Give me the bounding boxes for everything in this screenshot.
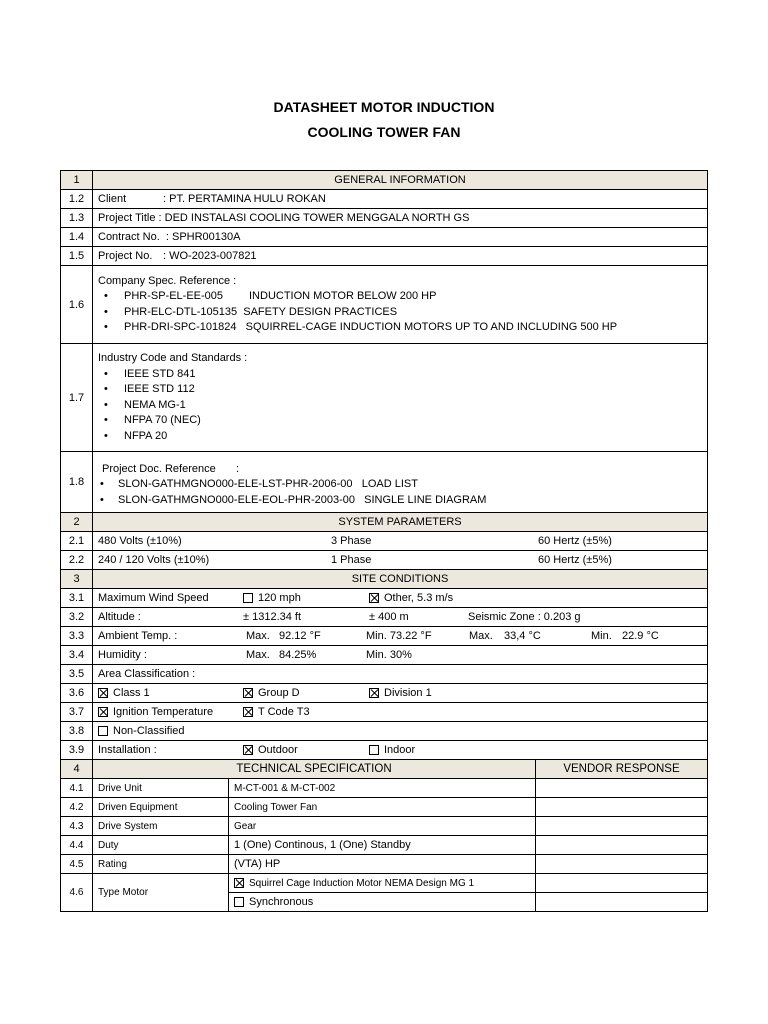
project-title-label: Project Title (98, 212, 156, 224)
wind-option-label: 120 mph (258, 592, 301, 604)
row-system-param (61, 532, 708, 551)
ambient-temp-label: Ambient Temp. : (98, 630, 178, 642)
project-docs-heading: Project Doc. Reference (102, 462, 216, 475)
row-number: 4.6 (61, 874, 93, 912)
company-spec-heading: Company Spec. Reference : (98, 274, 237, 287)
industry-code: IEEE STD 112 (124, 383, 195, 395)
spec-label: Drive Unit (93, 779, 229, 798)
row-number: 4.3 (61, 817, 93, 836)
humidity-max: Max. 84.25% (246, 649, 317, 661)
spec-value: Cooling Tower Fan (229, 798, 536, 817)
spec-value: M-CT-001 & M-CT-002 (229, 779, 536, 798)
row-class (61, 684, 708, 703)
row-ambient-temp (61, 627, 708, 646)
client-label: Client (98, 193, 127, 205)
checkbox-checked[interactable] (98, 688, 108, 698)
wind-speed-label: Maximum Wind Speed (98, 592, 209, 604)
row-number: 1.4 (61, 228, 93, 247)
row-ignition (61, 703, 708, 722)
spec-desc: SQUIRREL-CAGE INDUCTION MOTORS UP TO AND INCLUDING 500 HP (245, 321, 618, 333)
section-number: 4 (61, 760, 93, 779)
row-number: 3.9 (61, 741, 93, 760)
contract-value: : SPHR00130A (165, 231, 241, 243)
section-title: TECHNICAL SPECIFICATION (93, 760, 536, 779)
company-spec-item: • PHR-DRI-SPC-101824 SQUIRREL-CAGE INDUCTION MOTORS UP TO AND INCLUDING 500 HP (104, 321, 618, 333)
motor-type-option: Squirrel Cage Induction Motor NEMA Design MG 1 (249, 877, 475, 889)
row-number: 3.2 (61, 608, 93, 627)
row-number: 4.5 (61, 855, 93, 874)
spec-value: Gear (229, 817, 536, 836)
industry-code: NFPA 70 (NEC) (124, 414, 201, 426)
max-temp-c: 33,4 °C (504, 630, 541, 642)
tech-row (61, 855, 708, 874)
row-number: 3.8 (61, 722, 93, 741)
row-system-param (61, 551, 708, 570)
industry-code: IEEE STD 841 (124, 367, 196, 380)
row-altitude (61, 608, 708, 627)
checkbox-checked[interactable] (369, 593, 379, 603)
row-number: 4.4 (61, 836, 93, 855)
installation-label: Installation : (98, 744, 157, 756)
spec-value: (VTA) HP (229, 855, 536, 874)
checkbox-checked[interactable] (369, 688, 379, 698)
row-number: 2.2 (61, 551, 93, 570)
seismic-zone: Seismic Zone : 0.203 g (468, 611, 581, 623)
tech-row (61, 779, 708, 798)
row-project-docs (61, 452, 708, 513)
row-number: 1.8 (61, 452, 93, 513)
client-value: : PT. PERTAMINA HULU ROKAN (163, 193, 326, 205)
project-doc-item: • SLON-GATHMGNO000-ELE-LST-PHR-2006-00 LOAD LIST (100, 478, 418, 491)
row-industry-codes (61, 344, 708, 452)
row-number: 3.5 (61, 665, 93, 684)
project-doc-item: • SLON-GATHMGNO000-ELE-EOL-PHR-2003-00 SINGLE LINE DIAGRAM (100, 493, 487, 506)
row-number: 3.6 (61, 684, 93, 703)
tech-row (61, 798, 708, 817)
phase-value: 3 Phase (331, 535, 372, 547)
industry-code-item: • IEEE STD 112 (104, 383, 195, 395)
contract-label: Contract No. (98, 231, 160, 243)
checkbox-checked[interactable] (234, 878, 244, 888)
company-spec-item: • PHR-ELC-DTL-105135 SAFETY DESIGN PRACTICES (104, 305, 398, 318)
industry-code-item: • NFPA 70 (NEC) (104, 414, 201, 426)
section-number: 1 (61, 171, 93, 190)
document-title: DATASHEET MOTOR INDUCTION (273, 99, 495, 115)
project-no-label: Project No. (98, 250, 153, 262)
row-number: 1.5 (61, 247, 93, 266)
humidity-min: Min. 30% (366, 649, 412, 661)
checkbox[interactable] (98, 726, 108, 736)
spec-desc: SAFETY DESIGN PRACTICES (243, 305, 398, 318)
doc-desc: LOAD LIST (361, 478, 418, 491)
industry-codes-heading: Industry Code and Standards : (98, 352, 248, 364)
section-header-general (61, 171, 708, 190)
row-humidity (61, 646, 708, 665)
row-number: 3.4 (61, 646, 93, 665)
frequency-value: 60 Hertz (±5%) (538, 535, 612, 547)
max-temp-c-label: Max. (469, 630, 493, 642)
section-title: SITE CONDITIONS (93, 570, 708, 589)
vendor-response-cell[interactable] (536, 779, 708, 798)
project-docs-colon: : (236, 462, 240, 475)
checkbox[interactable] (234, 897, 244, 907)
checkbox[interactable] (369, 745, 379, 755)
spec-code: PHR-SP-EL-EE-005 (124, 290, 224, 302)
doc-code: SLON-GATHMGNO000-ELE-EOL-PHR-2003-00 (118, 493, 355, 506)
voltage-value: 480 Volts (±10%) (98, 535, 182, 547)
motor-type-option: Synchronous (249, 896, 314, 908)
spec-desc: INDUCTION MOTOR BELOW 200 HP (249, 290, 437, 302)
checkbox-checked[interactable] (243, 745, 253, 755)
section-header-system (61, 513, 708, 532)
wind-option-label: Other, 5.3 m/s (384, 592, 454, 604)
spec-code: PHR-DRI-SPC-101824 (124, 321, 237, 333)
row-number: 4.1 (61, 779, 93, 798)
document-subtitle: COOLING TOWER FAN (307, 124, 461, 140)
tech-row-type-motor (61, 874, 708, 893)
tcode-label: T Code T3 (258, 706, 310, 718)
industry-code-item: • NEMA MG-1 (104, 398, 186, 411)
vendor-response-cell[interactable] (536, 855, 708, 874)
row-number: 3.3 (61, 627, 93, 646)
row-project-title (61, 209, 708, 228)
outdoor-label: Outdoor (258, 744, 298, 756)
row-contract (61, 228, 708, 247)
row-number: 1.7 (61, 344, 93, 452)
indoor-label: Indoor (384, 744, 416, 756)
industry-code: NEMA MG-1 (124, 398, 186, 411)
section-title: GENERAL INFORMATION (93, 171, 708, 190)
tech-row (61, 817, 708, 836)
industry-code-item: • IEEE STD 841 (104, 367, 196, 380)
spec-label: Duty (93, 836, 229, 855)
max-temp-f: Max. 92.12 °F (246, 630, 321, 642)
ignition-label: Ignition Temperature (113, 706, 214, 718)
frequency-value: 60 Hertz (±5%) (538, 554, 612, 566)
min-temp-c: 22.9 °C (622, 630, 659, 642)
phase-value: 1 Phase (331, 554, 372, 566)
class-label: Class 1 (113, 687, 150, 699)
altitude-ft: ± 1312.34 ft (243, 611, 302, 623)
row-number: 1.6 (61, 266, 93, 344)
section-title: SYSTEM PARAMETERS (93, 513, 708, 532)
row-number: 3.1 (61, 589, 93, 608)
row-wind-speed (61, 589, 708, 608)
min-temp-c-label: Min. (591, 630, 612, 642)
row-number: 1.2 (61, 190, 93, 209)
spec-label: Rating (93, 855, 229, 874)
altitude-label: Altitude : (98, 611, 141, 623)
vendor-response-cell[interactable] (536, 893, 708, 912)
industry-code: NFPA 20 (124, 429, 168, 442)
row-non-classified (61, 722, 708, 741)
vendor-response-cell[interactable] (536, 874, 708, 893)
altitude-m: ± 400 m (369, 611, 409, 623)
spec-label: Driven Equipment (93, 798, 229, 817)
project-no-value: : WO-2023-007821 (163, 250, 257, 262)
humidity-label: Humidity : (98, 649, 147, 661)
checkbox-checked[interactable] (243, 707, 253, 717)
section-header-technical (61, 760, 708, 779)
section-number: 3 (61, 570, 93, 589)
spec-value: 1 (One) Continous, 1 (One) Standby (229, 836, 536, 855)
section-header-site (61, 570, 708, 589)
row-area-classification (61, 665, 708, 684)
row-number: 2.1 (61, 532, 93, 551)
doc-code: SLON-GATHMGNO000-ELE-LST-PHR-2006-00 (118, 478, 353, 491)
industry-code-item: • NFPA 20 (104, 429, 168, 442)
tech-row (61, 836, 708, 855)
vendor-response-cell[interactable] (536, 798, 708, 817)
group-label: Group D (258, 687, 300, 699)
row-client (61, 190, 708, 209)
vendor-response-cell[interactable] (536, 817, 708, 836)
checkbox-checked[interactable] (98, 707, 108, 717)
spec-code: PHR-ELC-DTL-105135 (124, 305, 238, 318)
area-classification-label: Area Classification : (93, 665, 708, 684)
voltage-value: 240 / 120 Volts (±10%) (98, 554, 210, 566)
spec-label: Drive System (93, 817, 229, 836)
vendor-response-cell[interactable] (536, 836, 708, 855)
division-label: Division 1 (384, 687, 432, 699)
row-number: 4.2 (61, 798, 93, 817)
project-title-value: : DED INSTALASI COOLING TOWER MENGGALA NORTH GS (158, 212, 470, 224)
datasheet-table (60, 170, 708, 912)
row-installation (61, 741, 708, 760)
checkbox-checked[interactable] (243, 688, 253, 698)
non-classified-label: Non-Classified (113, 725, 185, 737)
checkbox[interactable] (243, 593, 253, 603)
doc-desc: SINGLE LINE DIAGRAM (364, 493, 487, 506)
min-temp-f: Min. 73.22 °F (366, 630, 432, 642)
row-number: 3.7 (61, 703, 93, 722)
row-company-spec (61, 266, 708, 344)
section-number: 2 (61, 513, 93, 532)
row-project-no (61, 247, 708, 266)
vendor-response-header: VENDOR RESPONSE (536, 760, 708, 779)
company-spec-item: • PHR-SP-EL-EE-005 INDUCTION MOTOR BELOW 200 HP (98, 289, 702, 305)
row-number: 1.3 (61, 209, 93, 228)
spec-label: Type Motor (93, 874, 229, 912)
